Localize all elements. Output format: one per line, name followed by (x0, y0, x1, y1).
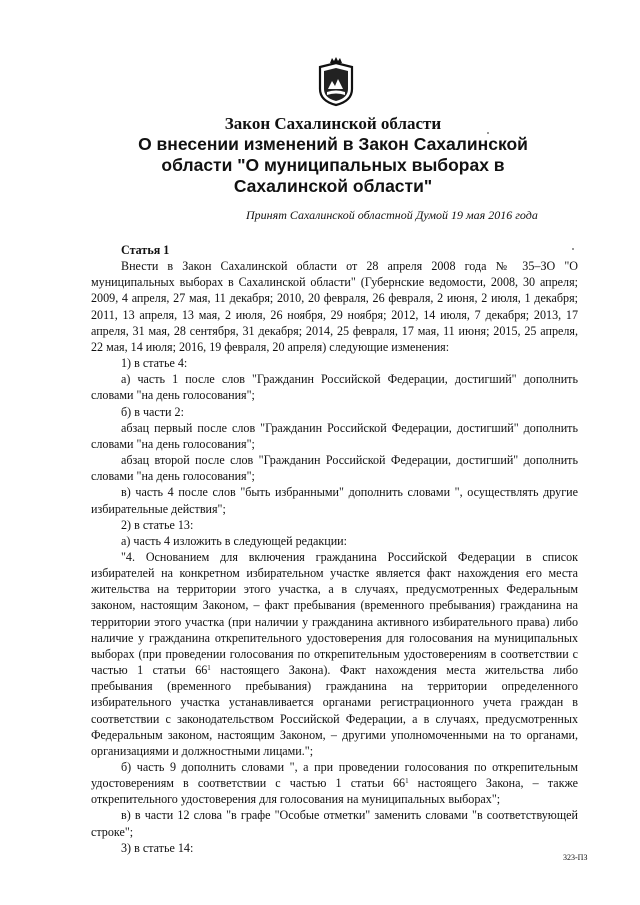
scan-speck (487, 132, 489, 134)
quote-text: "4. Основанием для включения гражданина Российской Федерации в список избирателей на конкретном избирательном участке является факт нахождения его места жительства на территории этого участка, а в случаях, предусмотренных Федеральным законом, настоящим Законом, – факт пребывания (временного пребывания) гражданина на территории этого участка (при наличии у гражданина активного избирательного права) либо наличие у гражданина открепительного удостоверения для голосования на муниципальных выборах (при проведении голосования по открепительным удостоверениям в соответствии с частью 1 статьи 66 (91, 549, 578, 678)
list-item: в) в части 12 слова "в графе "Особые отметки" заменить словами "в соответствующей строке"; (91, 808, 578, 839)
item-text: б) часть 9 дополнить словами ", а при проведении голосования по открепительным удостоверениям в соответствии с частью 1 статьи 66 (91, 760, 578, 791)
law-title (118, 114, 548, 197)
law-body (91, 242, 578, 856)
list-item: б) в части 2: (121, 404, 184, 419)
quote-text: настоящего Закона). Факт нахождения места жительства либо пребывания (временного пребывания) гражданина на территории определенного избирательного участка устанавливается органами регистрационного учета граждан в соответствии с законодательством Российской Федерации, а в случаях, предусмотренных Федеральным законом, настоящим Законом, – другими уполномоченными на то органами, организациями и должностными лицами."; (91, 663, 578, 758)
adoption-note: Принят Сахалинской областной Думой 19 мая 2016 года (246, 208, 538, 222)
article-intro: Внести в Закон Сахалинской области от 28 апреля 2008 года № 35–ЗО "О муниципальных выборах в Сахалинской области" (Губернские ведомости, 2008, 30 апреля; 2009, 4 апреля, 27 мая, 11 декабря; 2010, 20 февраля, 26 февраля, 2 июня, 2 июля, 1 декабря; 2011, 13 апреля, 13 мая, 2 июля, 26 ноября, 29 ноября; 2012, 14 июля, 7 декабря; 2013, 17 апреля, 31 мая, 28 сентября, 31 декабря; 2014, 25 февраля, 17 мая, 11 июня; 2015, 25 апреля, 22 мая, 14 июля; 2016, 19 февраля, 20 апреля) следующие изменения: (91, 259, 578, 354)
law-title-region: Закон Сахалинской области (224, 114, 442, 133)
list-item: 2) в статье 13: (121, 517, 194, 532)
article-heading: Статья 1 (121, 243, 170, 257)
list-item (91, 759, 578, 807)
list-item: абзац второй после слов "Гражданин Российской Федерации, достигший" дополнить словами "на день голосования"; (91, 453, 578, 484)
list-item: в) часть 4 после слов "быть избранными" дополнить словами ", осуществлять другие избирательные действия"; (91, 485, 578, 516)
scan-speck (572, 248, 574, 250)
law-title-line: области "О муниципальных выборах в (161, 155, 505, 175)
list-item: а) часть 1 после слов "Гражданин Российской Федерации, достигший" дополнить словами "на день голосования"; (91, 372, 578, 403)
list-item: 3) в статье 14: (121, 840, 194, 855)
document-code: 323-ПЗ (563, 853, 588, 862)
superscript: 1 (207, 664, 211, 673)
sakhalin-coat-of-arms-icon (316, 55, 356, 107)
item-text: настоящего Закона, – также открепительного удостоверения для голосования на муниципальных выборах"; (91, 776, 579, 807)
law-title-line: О внесении изменений в Закон Сахалинской (138, 134, 528, 154)
list-item: абзац первый после слов "Гражданин Российской Федерации, достигший" дополнить словами "на день голосования"; (91, 420, 578, 451)
list-item: 1) в статье 4: (121, 356, 188, 371)
superscript: 1 (405, 777, 409, 786)
list-item: а) часть 4 изложить в следующей редакции: (121, 533, 347, 548)
law-title-line: Сахалинской области" (233, 176, 433, 196)
quoted-new-wording (91, 549, 578, 759)
